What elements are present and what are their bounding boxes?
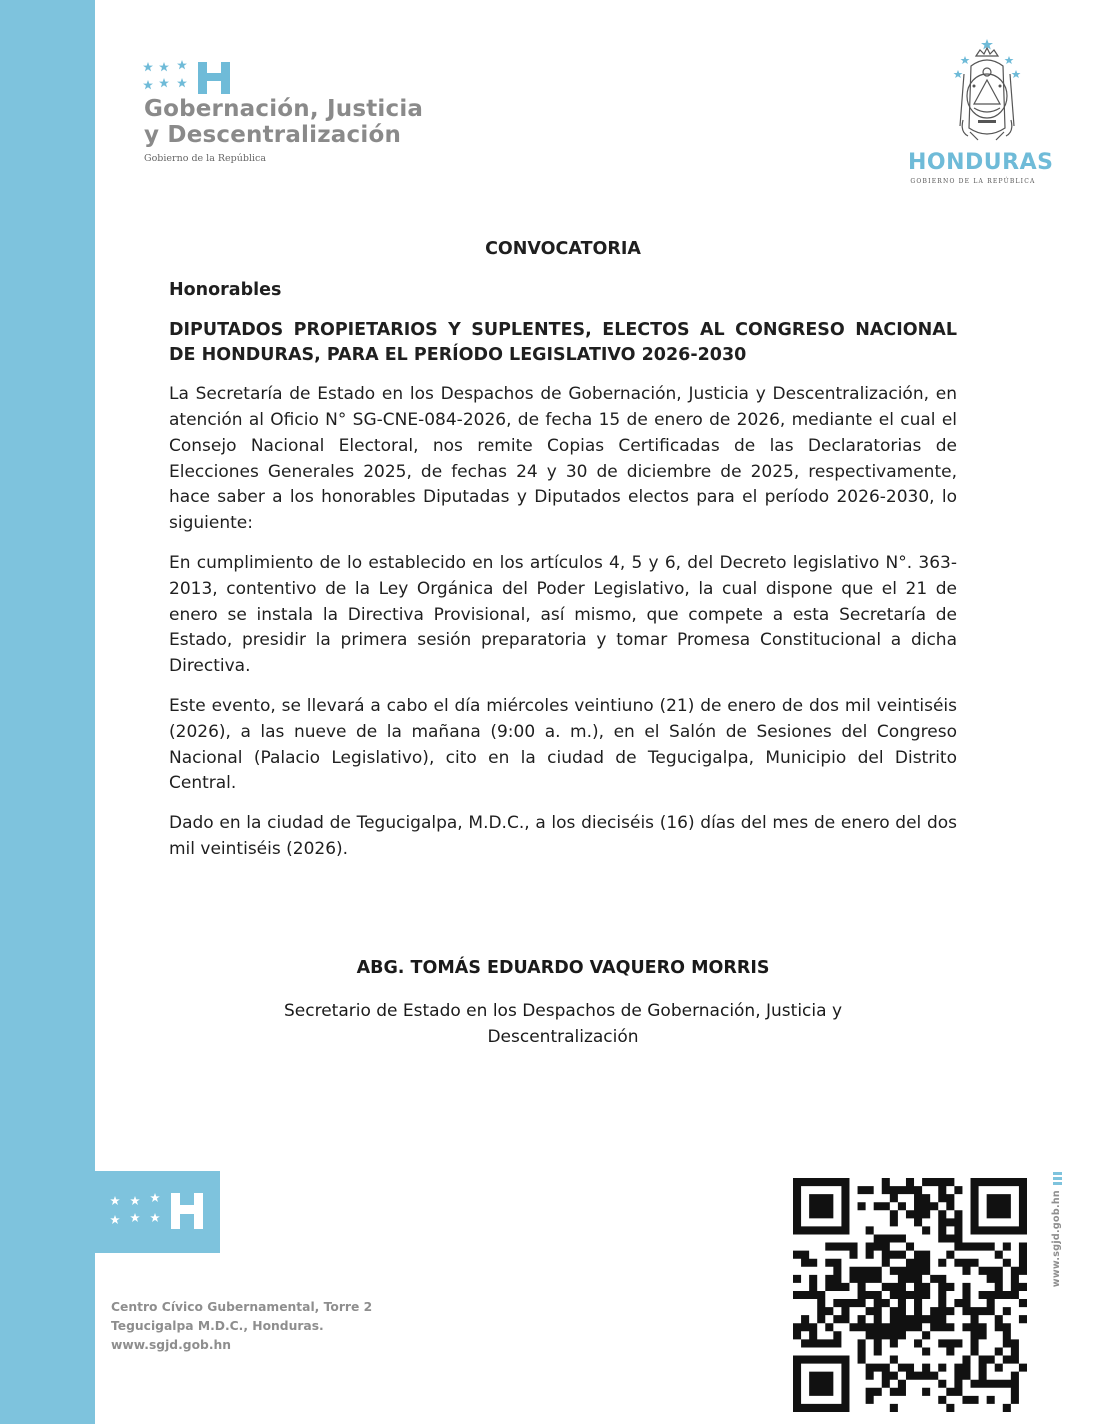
salutation: Honorables — [169, 279, 282, 300]
footer-logo-badge — [95, 1171, 220, 1253]
vertical-website — [1049, 1172, 1069, 1287]
coat-of-arms-icon — [908, 36, 1038, 148]
ministry-name-line2: y Descentralización — [144, 122, 402, 148]
paragraph-3: Este evento, se llevará a cabo el día miércoles veintiuno (21) de enero de dos mil veintiséis (2026), a las nueve de la mañana (9:00 a. m.), en el Salón de Sesiones del Congreso Nacional (Palacio Legislativo), cito en la ciudad de Tegucigalpa, Municipio del Distrito Central. — [169, 696, 957, 794]
paragraph-4: Dado en la ciudad de Tegucigalpa, M.D.C., a los dieciséis (16) días del mes de enero del dos mil veintiséis (2026). — [169, 813, 957, 860]
address-website: www.sgjd.gob.hn — [111, 1338, 232, 1352]
vertical-website-text: www.sgjd.gob.hn — [1051, 1190, 1062, 1288]
document-title: CONVOCATORIA — [485, 239, 641, 259]
ministry-name — [144, 96, 423, 148]
country-subtitle: GOBIERNO DE LA REPÚBLICA — [910, 178, 1036, 185]
paragraph-1: La Secretaría de Estado en los Despachos de Gobernación, Justicia y Descentralización, en atención al Oficio N° SG-CNE-084-2026, de fecha 15 de enero de 2026, mediante el cual el Consejo Nacional Electoral, nos remite Copias Certificadas de las Declaratorias de Elecciones Generales 2025, de fechas 24 y 30 de diciembre de 2025, respectivamente, hace saber a los honorables Diputadas y Diputados electos para el período 2026-2030, lo siguiente: — [169, 384, 957, 533]
h-logo-icon — [196, 60, 232, 96]
bars-icon — [1053, 1172, 1062, 1186]
signatory-title-line2: Descentralización — [487, 1027, 639, 1047]
honduras-logo — [908, 36, 1054, 196]
country-wordmark: HONDURAS — [908, 150, 1054, 175]
signatory-name: ABG. TOMÁS EDUARDO VAQUERO MORRIS — [356, 958, 770, 978]
addressee: DIPUTADOS PROPIETARIOS Y SUPLENTES, ELECTOS AL CONGRESO NACIONAL DE HONDURAS, PARA EL PERÍODO LEGISLATIVO 2026-2030 — [169, 320, 957, 366]
signatory-title-line1: Secretario de Estado en los Despachos de Gobernación, Justicia y — [283, 1001, 843, 1021]
ministry-logo — [142, 58, 472, 173]
ministry-name-line1: Gobernación, Justicia — [144, 96, 424, 122]
footer-h-logo-icon — [95, 1171, 220, 1253]
stars-icon — [142, 58, 198, 94]
left-brand-stripe — [0, 0, 95, 1424]
paragraph-2: En cumplimiento de lo establecido en los artículos 4, 5 y 6, del Decreto legislativo N°. 363-2013, contentivo de la Ley Orgánica del Poder Legislativo, la cual dispone que el 21 de enero se instala la Directiva Provisional, así mismo, que compete a esta Secretaría de Estado, presidir la primera sesión preparatoria y tomar Promesa Constitucional a dicha Directiva. — [169, 553, 957, 676]
address-line-1: Centro Cívico Gubernamental, Torre 2 — [111, 1300, 373, 1314]
qr-code-icon — [793, 1178, 1027, 1412]
footer-address — [111, 1298, 372, 1355]
address-line-2: Tegucigalpa M.D.C., Honduras. — [111, 1319, 324, 1333]
document-body — [169, 237, 957, 877]
ministry-subtitle: Gobierno de la República — [144, 153, 267, 164]
signatory-title — [230, 998, 896, 1050]
